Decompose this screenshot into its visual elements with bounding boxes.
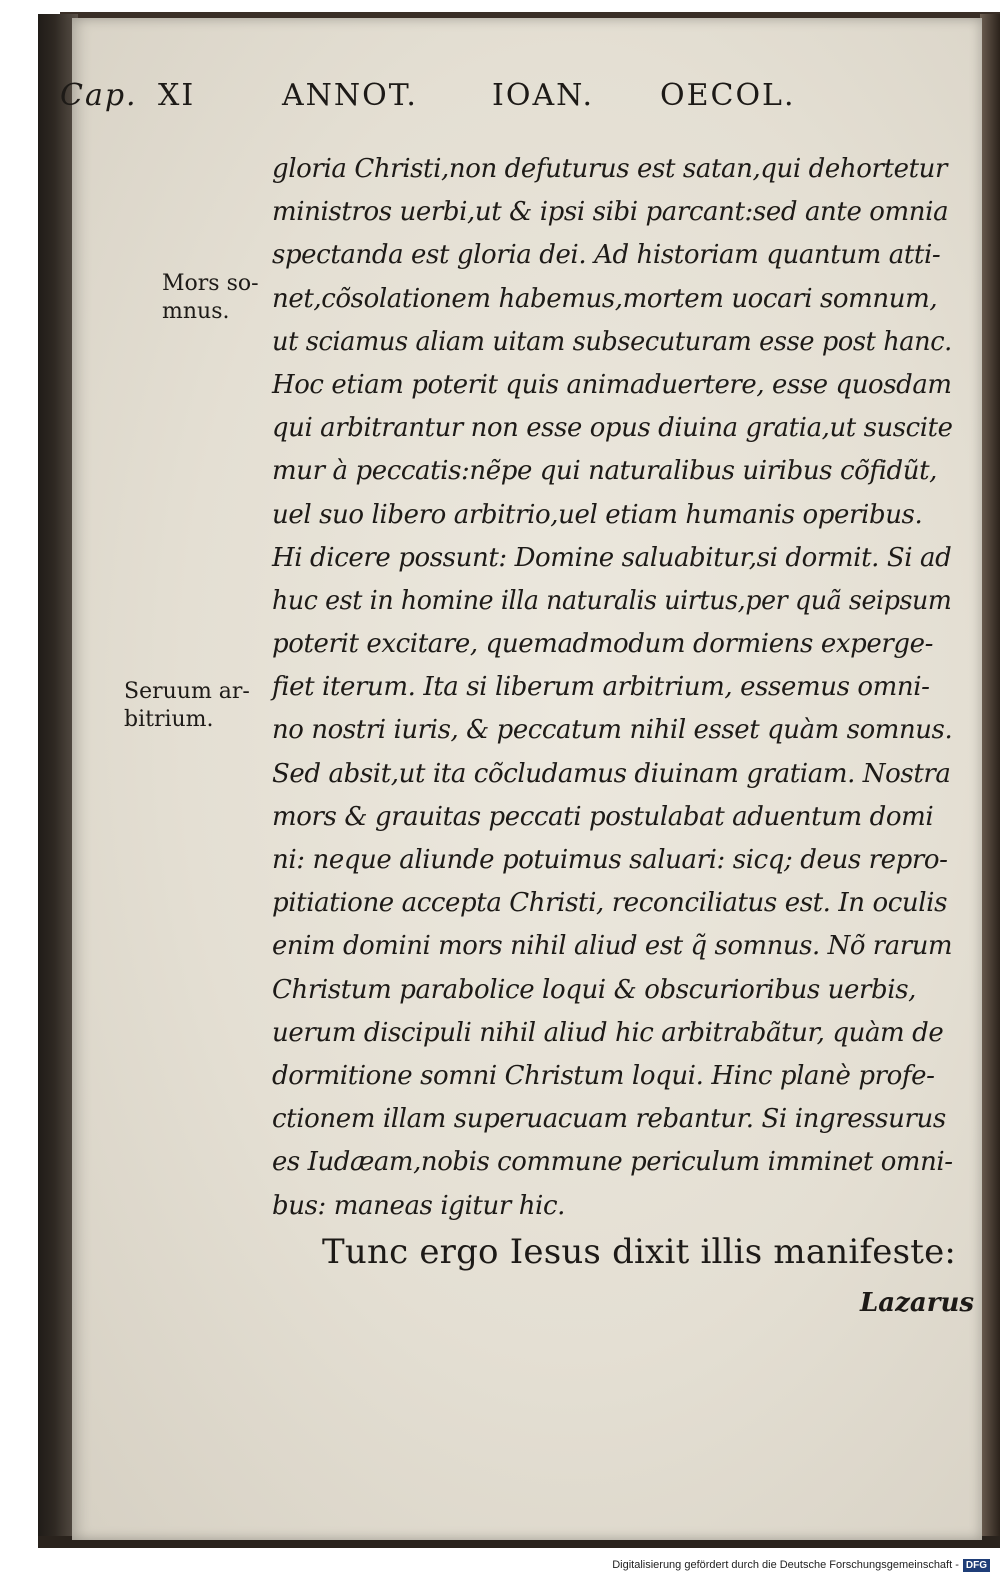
- body-text: [272, 148, 952, 1228]
- chapter-prefix: Cap.: [60, 78, 138, 113]
- text-line: Hi dicere possunt: Domine saluabitur,si dormit. Si ad: [272, 542, 952, 573]
- digitization-credit: [612, 1556, 990, 1574]
- text-line: no nostri iuris, & peccatum nihil esset quàm somnus.: [272, 715, 953, 746]
- margin-note-line: Seruum ar-: [124, 679, 250, 704]
- text-line: huc est in homine illa naturalis uirtus,per quã seipsum: [272, 585, 952, 616]
- text-line: ctionem illam superuacuam rebantur. Si ingressurus: [272, 1104, 946, 1135]
- text-line: enim domini mors nihil aliud est q̃ somnus. Nõ rarum: [272, 931, 953, 962]
- text-line: ni: neque aliunde potuimus saluari: sicq; deus repro-: [272, 845, 948, 875]
- margin-note: [162, 270, 259, 326]
- text-line: ministros uerbi,ut & ipsi sibi parcant:sed ante omnia: [272, 197, 949, 228]
- text-line: Hoc etiam poterit quis animaduertere, esse quosdam: [272, 369, 952, 400]
- text-line: spectanda est gloria dei. Ad historiam quantum atti-: [272, 240, 941, 271]
- running-head-word-3: OECOL.: [660, 78, 796, 113]
- running-head-word-1: ANNOT.: [282, 78, 418, 113]
- margin-note-line: bitrium.: [124, 707, 214, 732]
- text-line: fiet iterum. Ita si liberum arbitrium, essemus omni-: [272, 672, 930, 703]
- text-line: net,cõsolationem habemus,mortem uocari somnum,: [272, 283, 938, 314]
- text-line: uerum discipuli nihil aliud hic arbitrabãtur, quàm de: [272, 1017, 944, 1048]
- text-line: qui arbitrantur non esse opus diuina gratia,ut suscite: [272, 413, 953, 444]
- text-line: mur à peccatis:nẽpe qui naturalibus uiribus cõfidũt,: [272, 456, 938, 487]
- chapter-number: XI: [158, 78, 196, 113]
- text-line: dormitione somni Christum loqui. Hinc planè profe-: [272, 1060, 935, 1091]
- dfg-logo: DFG: [963, 1559, 990, 1572]
- margin-note: [124, 678, 250, 734]
- text-line: pitiatione accepta Christi, reconciliatus est. In oculis: [272, 888, 948, 919]
- text-line: Sed absit,ut ita cõcludamus diuinam gratiam. Nostra: [272, 758, 951, 789]
- running-head: [60, 78, 820, 122]
- credit-text: Digitalisierung gefördert durch die Deutsche Forschungsgemeinschaft -: [612, 1559, 959, 1571]
- book-edge-right: [980, 14, 1000, 1544]
- text-line: es Iudæam,nobis commune periculum imminet omni-: [272, 1147, 953, 1178]
- text-line: gloria Christi,non defuturus est satan,qui dehortetur: [272, 154, 947, 184]
- text-line: mors & grauitas peccati postulabat aduentum domi: [272, 801, 934, 832]
- scripture-heading-line: Tunc ergo Iesus dixit illis manifeste:: [322, 1232, 957, 1272]
- margin-note-line: Mors so-: [162, 271, 259, 296]
- text-line: ut sciamus aliam uitam subsecuturam esse post hanc.: [272, 326, 952, 357]
- text-line: poterit excitare, quemadmodum dormiens experge-: [272, 629, 933, 660]
- text-line: uel suo libero arbitrio,uel etiam humanis operibus.: [272, 499, 923, 530]
- text-line: Christum parabolice loqui & obscurioribus uerbis,: [272, 974, 917, 1005]
- margin-note-line: mnus.: [162, 299, 230, 324]
- catchword: Lazarus: [860, 1288, 974, 1318]
- running-head-word-2: IOAN.: [492, 78, 594, 113]
- text-line: bus: maneas igitur hic.: [272, 1190, 565, 1221]
